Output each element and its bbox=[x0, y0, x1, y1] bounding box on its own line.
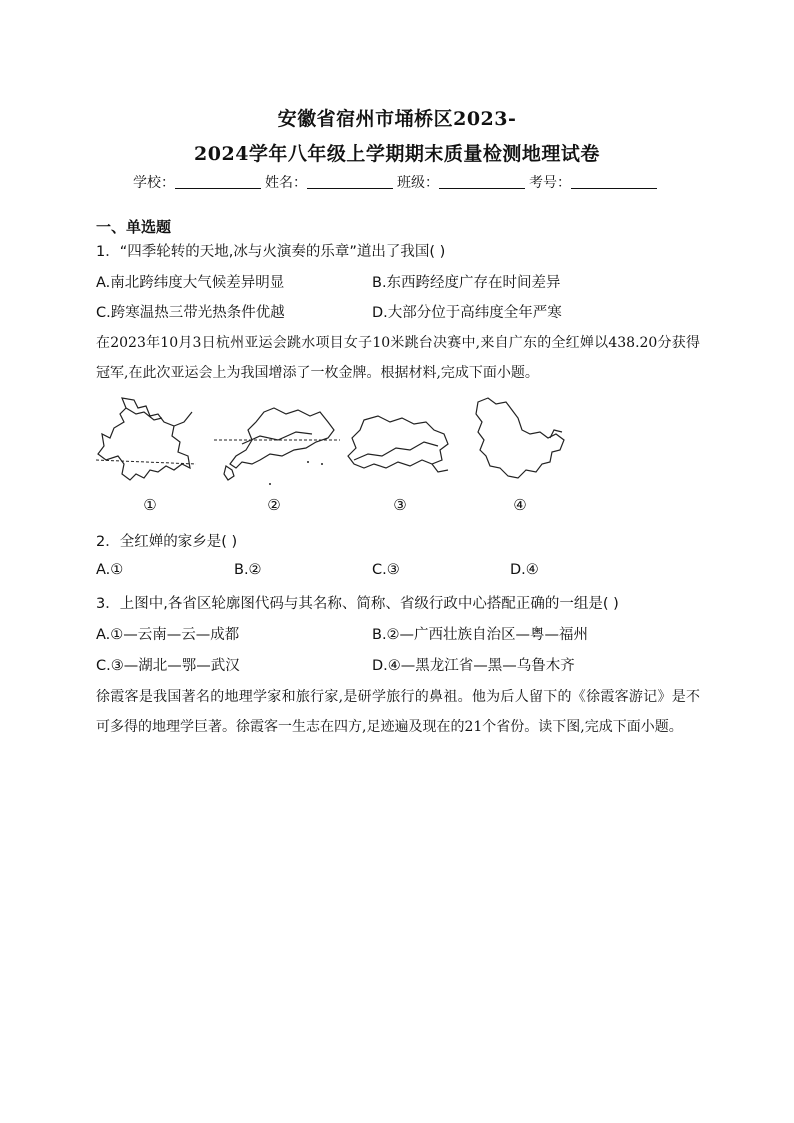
map-label-4: ④ bbox=[513, 496, 527, 514]
map-label-2: ② bbox=[267, 496, 281, 514]
question-3-stem: 3．上图中,各省区轮廓图代码与其名称、简称、省级行政中心搭配正确的一组是( ) bbox=[96, 596, 619, 612]
question-3-option-d: D.④—黑龙江省—黑—乌鲁木齐 bbox=[372, 658, 575, 674]
question-3-option-c: C.③—湖北—鄂—武汉 bbox=[96, 658, 240, 674]
number-label: 考号： bbox=[529, 175, 571, 191]
question-2-stem: 2．全红婵的家乡是( ) bbox=[96, 534, 238, 550]
question-3-option-a: A.①—云南—云—成都 bbox=[96, 627, 240, 643]
school-blank bbox=[175, 174, 261, 189]
student-info-line bbox=[0, 172, 794, 192]
map-label-3: ③ bbox=[393, 496, 407, 514]
material-passage-2: 徐霞客是我国著名的地理学家和旅行家,是研学旅行的鼻祖。他为后人留下的《徐霞客游记》是不可多得的地理学巨著。徐霞客一生志在四方,足迹遍及现在的21个省份。读下图,完成下面小题。 bbox=[96, 689, 700, 735]
question-1-option-b: B.东西跨经度广存在时间差异 bbox=[372, 275, 561, 291]
province-map-hubei bbox=[344, 410, 454, 486]
question-2-option-a: A.① bbox=[96, 562, 124, 578]
question-1-option-d: D.大部分位于高纬度全年严寒 bbox=[372, 305, 562, 321]
exam-title-line2: 2024学年八年级上学期期末质量检测地理试卷 bbox=[194, 143, 600, 165]
question-1-stem: 1．“四季轮转的天地,冰与火演奏的乐章”道出了我国( ) bbox=[96, 244, 446, 260]
province-map-yunnan bbox=[92, 394, 198, 486]
question-2-option-c: C.③ bbox=[372, 562, 400, 578]
class-blank bbox=[439, 174, 525, 189]
province-map-guangdong bbox=[212, 404, 342, 486]
map-label-1: ① bbox=[143, 496, 157, 514]
question-1-option-a: A.南北跨纬度大气候差异明显 bbox=[96, 275, 285, 291]
name-label: 姓名： bbox=[265, 175, 307, 191]
school-label: 学校： bbox=[133, 175, 175, 191]
question-1-option-c: C.跨寒温热三带光热条件优越 bbox=[96, 305, 285, 321]
material-passage-1: 在2023年10月3日杭州亚运会跳水项目女子10米跳台决赛中,来自广东的全红婵以438.20分获得冠军,在此次亚运会上为我国增添了一枚金牌。根据材料,完成下面小题。 bbox=[96, 335, 700, 381]
question-2-option-b: B.② bbox=[234, 562, 262, 578]
question-2-option-d: D.④ bbox=[510, 562, 539, 578]
exam-title-line1: 安徽省宿州市埇桥区2023- bbox=[277, 108, 517, 130]
number-blank bbox=[571, 174, 657, 189]
section-heading: 一、单选题 bbox=[96, 218, 172, 236]
province-map-heilongjiang bbox=[466, 394, 570, 486]
name-blank bbox=[307, 174, 393, 189]
class-label: 班级： bbox=[397, 175, 439, 191]
question-3-option-b: B.②—广西壮族自治区—粤—福州 bbox=[372, 627, 589, 643]
